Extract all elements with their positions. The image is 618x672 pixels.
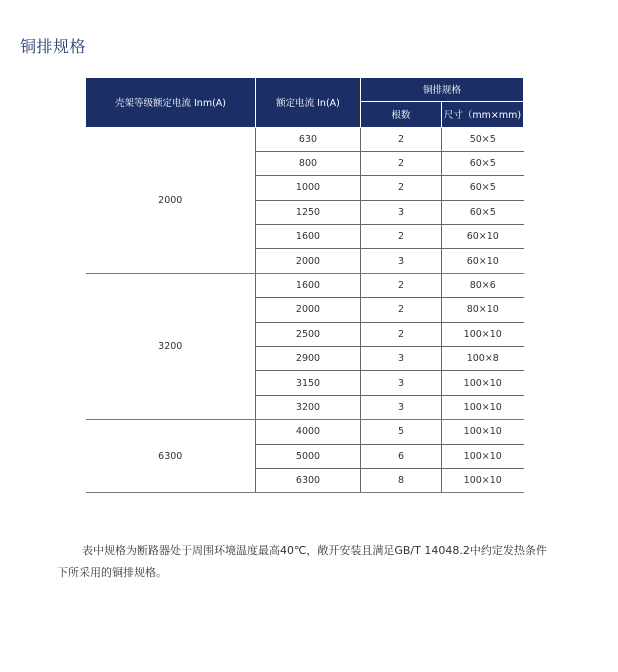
rated-current-cell: 630 [256, 127, 361, 151]
size-cell: 60×5 [442, 151, 524, 175]
count-cell: 2 [361, 151, 442, 175]
count-cell: 3 [361, 347, 442, 371]
rated-current-cell: 2900 [256, 347, 361, 371]
header-size: 尺寸（mm×mm) [442, 101, 524, 127]
count-cell: 5 [361, 420, 442, 444]
table-row [86, 273, 524, 297]
footnote-text: 表中规格为断路器处于周围环境温度最高40℃，敞开安装且满足GB/T 14048.2中约定发热条件下所采用的铜排规格。 [57, 544, 547, 579]
count-cell: 2 [361, 298, 442, 322]
header-rated-current: 额定电流 In(A) [256, 78, 361, 127]
rated-current-cell: 5000 [256, 444, 361, 468]
size-cell: 100×10 [442, 371, 524, 395]
header-copper-bar-spec: 铜排规格 [361, 78, 524, 101]
rated-current-cell: 2000 [256, 298, 361, 322]
size-cell: 60×10 [442, 249, 524, 273]
count-cell: 3 [361, 395, 442, 419]
header-frame-current: 壳架等级额定电流 Inm(A) [86, 78, 256, 127]
count-cell: 3 [361, 249, 442, 273]
count-cell: 2 [361, 322, 442, 346]
frame-current-cell: 2000 [86, 127, 256, 273]
size-cell: 80×10 [442, 298, 524, 322]
size-cell: 100×10 [442, 444, 524, 468]
size-cell: 60×5 [442, 176, 524, 200]
rated-current-cell: 6300 [256, 468, 361, 492]
size-cell: 100×10 [442, 322, 524, 346]
count-cell: 2 [361, 176, 442, 200]
size-cell: 100×10 [442, 468, 524, 492]
size-cell: 100×10 [442, 420, 524, 444]
size-cell: 50×5 [442, 127, 524, 151]
rated-current-cell: 2000 [256, 249, 361, 273]
rated-current-cell: 3200 [256, 395, 361, 419]
count-cell: 2 [361, 225, 442, 249]
frame-current-cell: 3200 [86, 273, 256, 419]
header-count: 根数 [361, 101, 442, 127]
rated-current-cell: 1250 [256, 200, 361, 224]
size-cell: 100×8 [442, 347, 524, 371]
count-cell: 3 [361, 371, 442, 395]
count-cell: 6 [361, 444, 442, 468]
count-cell: 2 [361, 127, 442, 151]
size-cell: 100×10 [442, 395, 524, 419]
table-row [86, 420, 524, 444]
count-cell: 3 [361, 200, 442, 224]
copper-bar-spec-table [85, 78, 524, 493]
size-cell: 60×5 [442, 200, 524, 224]
rated-current-cell: 1600 [256, 225, 361, 249]
rated-current-cell: 800 [256, 151, 361, 175]
frame-current-cell: 6300 [86, 420, 256, 493]
rated-current-cell: 4000 [256, 420, 361, 444]
rated-current-cell: 3150 [256, 371, 361, 395]
section-title: 铜排规格 [20, 37, 87, 56]
count-cell: 8 [361, 468, 442, 492]
rated-current-cell: 1000 [256, 176, 361, 200]
rated-current-cell: 1600 [256, 273, 361, 297]
table-row [86, 127, 524, 151]
size-cell: 60×10 [442, 225, 524, 249]
size-cell: 80×6 [442, 273, 524, 297]
count-cell: 2 [361, 273, 442, 297]
rated-current-cell: 2500 [256, 322, 361, 346]
